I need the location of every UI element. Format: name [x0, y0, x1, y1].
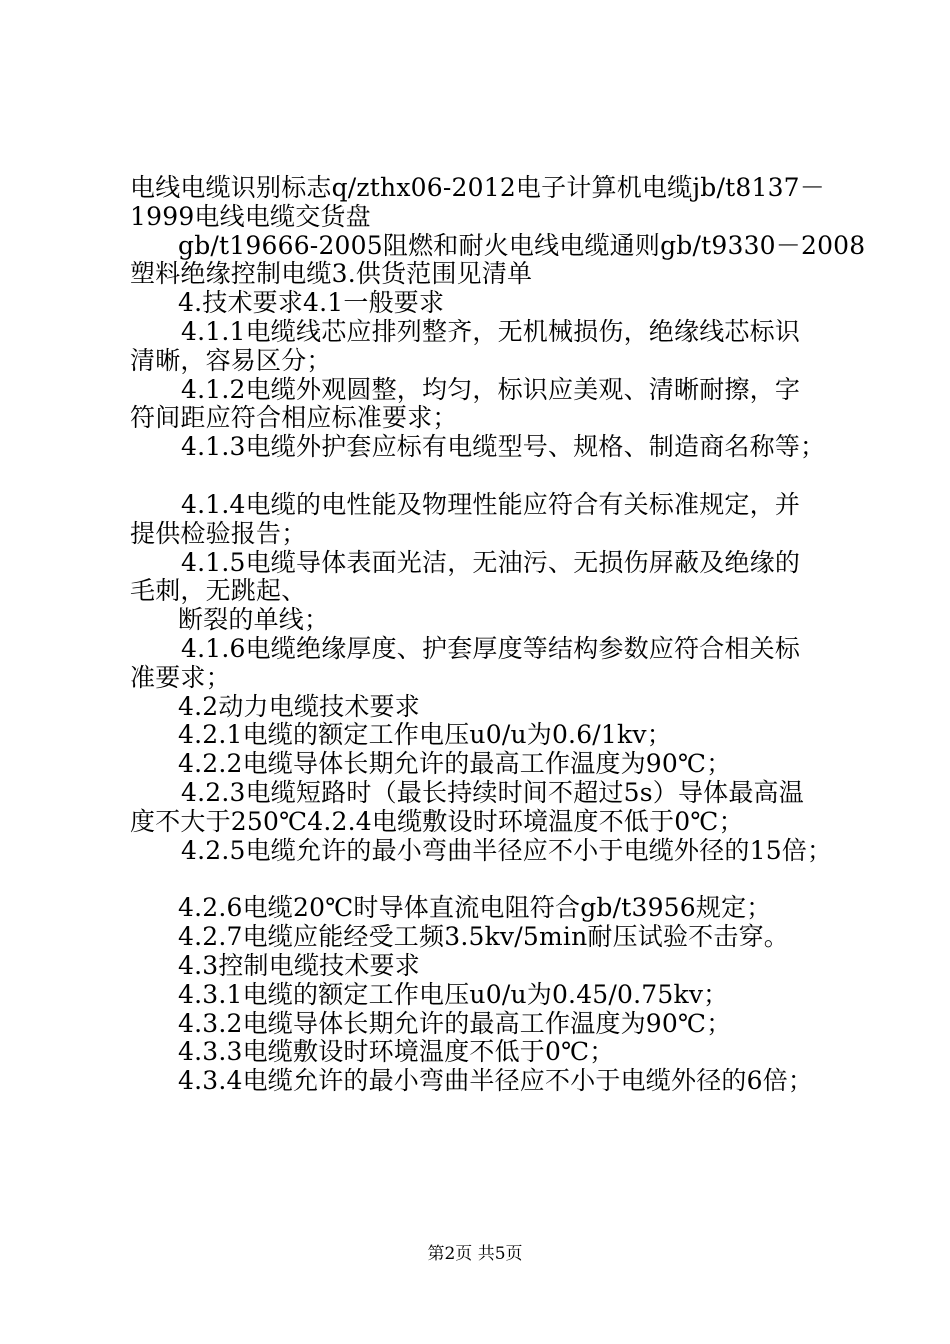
text-line: 符间距应符合相应标准要求； — [130, 403, 458, 433]
text-line: 4.1.4电缆的电性能及物理性能应符合有关标准规定，并 — [181, 489, 801, 519]
paragraph-gap — [130, 462, 842, 491]
text-line: 清晰，容易区分； — [130, 345, 332, 375]
text-line: 1999电线电缆交货盘 — [130, 201, 371, 231]
text-line: 4.2.5电缆允许的最小弯曲半径应不小于电缆外径的15倍； — [181, 835, 833, 865]
text-line: 电线电缆识别标志q/zthx06-2012电子计算机电缆jb/t8137－ — [130, 173, 825, 202]
section-heading: 4.2动力电缆技术要求 — [178, 691, 420, 721]
text-line: 4.2.2电缆导体长期允许的最高工作温度为90℃； — [178, 749, 732, 779]
text-line: 4.2.7电缆应能经受工频3.5kv/5min耐压试验不击穿。 — [178, 922, 789, 952]
text-line: 4.1.2电缆外观圆整，均匀，标识应美观、清晰耐擦，字 — [181, 374, 801, 404]
text-line: 断裂的单线； — [178, 605, 330, 635]
text-line: 毛刺，无跳起、 — [130, 576, 307, 606]
text-line: 4.1.1电缆线芯应排列整齐，无机械损伤，绝缘线芯标识 — [181, 316, 801, 346]
text-line: 4.3.2电缆导体长期允许的最高工作温度为90℃； — [178, 1008, 732, 1038]
text-line: 准要求； — [130, 662, 231, 692]
text-line: 4.2.3电缆短路时（最长持续时间不超过5s）导体最高温 — [181, 777, 804, 807]
text-line: 4.3.3电缆敷设时环境温度不低于0℃； — [178, 1037, 615, 1067]
text-line: 4.3.1电缆的额定工作电压u0/u为0.45/0.75kv； — [178, 979, 729, 1009]
text-line: 度不大于250℃4.2.4电缆敷设时环境温度不低于0℃； — [130, 806, 744, 836]
text-line: 4.1.5电缆导体表面光洁，无油污、无损伤屏蔽及绝缘的 — [181, 547, 801, 577]
paragraph-gap — [130, 865, 842, 894]
section-heading: 4.技术要求4.1一般要求 — [178, 288, 445, 318]
text-line: 4.3.4电缆允许的最小弯曲半径应不小于电缆外径的6倍； — [178, 1066, 814, 1096]
text-line: 4.2.1电缆的额定工作电压u0/u为0.6/1kv； — [178, 720, 672, 750]
text-line: gb/t19666-2005阻燃和耐火电线电缆通则gb/t9330－2008 — [178, 230, 866, 260]
text-line: 塑料绝缘控制电缆3.供货范围见清单 — [130, 259, 533, 289]
document-body — [130, 173, 866, 1096]
text-line: 提供检验报告； — [130, 518, 307, 548]
text-line: 4.1.6电缆绝缘厚度、护套厚度等结构参数应符合相关标 — [181, 633, 801, 663]
section-heading: 4.3控制电缆技术要求 — [178, 950, 420, 980]
text-line: 4.2.6电缆20℃时导体直流电阻符合gb/t3956规定； — [178, 893, 772, 923]
text-line: 4.1.3电缆外护套应标有电缆型号、规格、制造商名称等； — [181, 432, 826, 462]
page-number-footer: 第2页 共5页 — [427, 1244, 523, 1264]
